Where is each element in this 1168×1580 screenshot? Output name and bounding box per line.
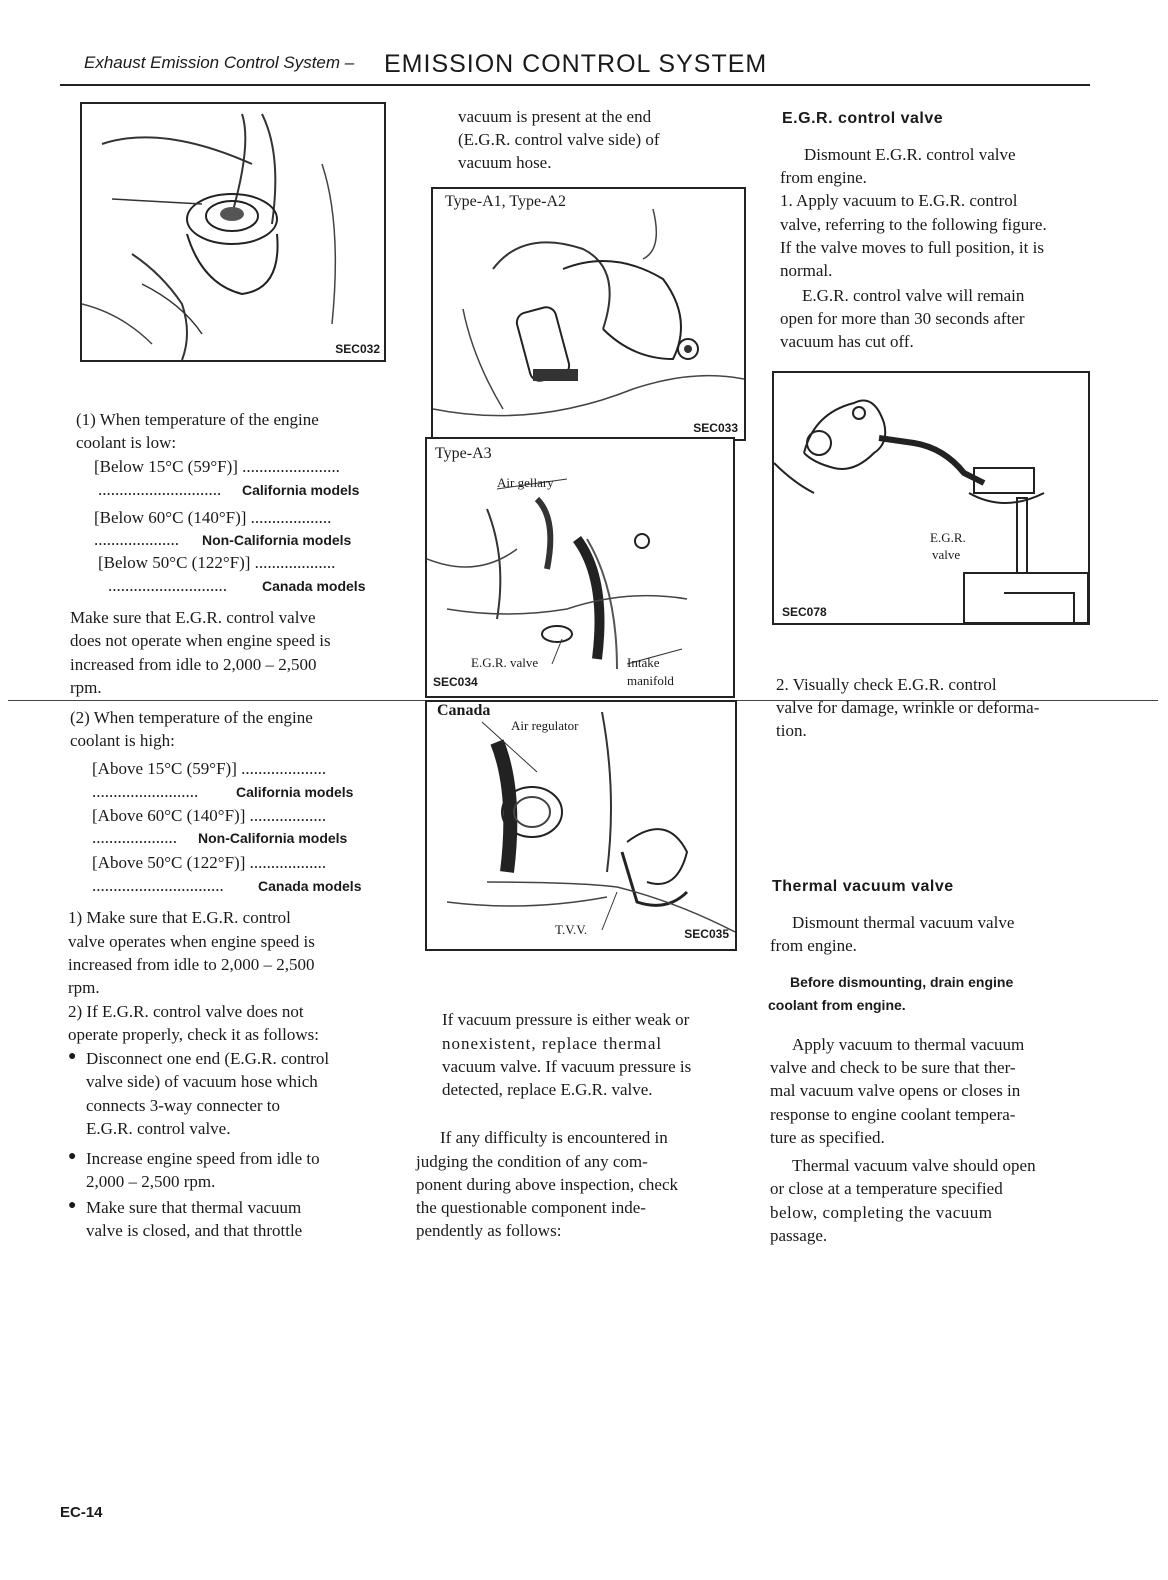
label-egr-valve: E.G.R. valve (471, 655, 539, 670)
tvv-para1-3: mal vacuum valve opens or closes in (770, 1081, 1021, 1100)
cond1-model-1: California models (242, 482, 360, 498)
egr-step1-2: valve, referring to the following figure. (780, 215, 1047, 234)
col2-para1-line-2: nonexistent, replace thermal (442, 1034, 663, 1053)
tvv-para2-3: below, completing the vacuum (770, 1203, 993, 1222)
step1-line-1: 1) Make sure that E.G.R. control (68, 908, 291, 927)
cond1-check-3: increased from idle to 2,000 – 2,500 (70, 655, 317, 674)
cond2-model-2: Non-California models (198, 830, 348, 846)
step2-line-2: operate properly, check it as follows: (68, 1025, 319, 1044)
cond1-dots-3: ............................ (108, 576, 227, 595)
figure-sec035 (425, 700, 737, 951)
cond1-temp-2: [Below 60°C (140°F)] ................... (94, 508, 332, 527)
cond2-model-3: Canada models (258, 878, 362, 894)
cond1-temp-3: [Below 50°C (122°F)] ................... (98, 553, 336, 572)
cond2-temp-2: [Above 60°C (140°F)] .................. (92, 806, 327, 825)
label-valve: valve (932, 547, 961, 562)
egr-step1-3: If the valve moves to full position, it is (780, 238, 1044, 257)
cond1-check-4: rpm. (70, 678, 102, 697)
egr-step2-2: valve for damage, wrinkle or deforma- (776, 698, 1040, 717)
egr-step1b-1: E.G.R. control valve will remain (802, 286, 1025, 305)
col2-para2-line-4: the questionable component inde- (416, 1198, 646, 1217)
egr-step1b-3: vacuum has cut off. (780, 332, 914, 351)
figure-type-label: Type-A3 (435, 445, 492, 462)
section-label: Exhaust Emission Control System – (84, 53, 355, 72)
col2-para2-line-5: pendently as follows: (416, 1221, 562, 1240)
step1-line-4: rpm. (68, 978, 100, 997)
cond2-dots-1: ......................... (92, 782, 199, 801)
figure-type-label: Canada (437, 702, 491, 719)
figure-code: SEC034 (433, 675, 478, 689)
label-air-regulator: Air regulator (511, 718, 579, 733)
hose-hand-illustration (433, 189, 744, 439)
bullet-3-line-1: Make sure that thermal vacuum (86, 1198, 302, 1217)
egr-valve-hand-illustration (82, 104, 384, 360)
egr-intro-1: Dismount E.G.R. control valve (804, 145, 1016, 164)
figure-code: SEC078 (782, 605, 827, 619)
bullet-dot: ● (68, 1049, 77, 1064)
step2-line-1: 2) If E.G.R. control valve does not (68, 1002, 304, 1021)
figure-type-label: Type-A1, Type-A2 (445, 193, 566, 210)
tvv-heading: Thermal vacuum valve (772, 878, 954, 895)
label-air-gallery: Air gellary (497, 475, 554, 490)
header-rule (60, 84, 1090, 86)
bullet-dot: ● (68, 1198, 77, 1213)
bullet-2-line-2: 2,000 – 2,500 rpm. (86, 1172, 216, 1191)
tvv-note-1: Before dismounting, drain engine (790, 974, 1014, 990)
tvv-para1-4: response to engine coolant tempera- (770, 1105, 1016, 1124)
cond1-line-2: coolant is low: (76, 433, 177, 452)
col2-para1-line-4: detected, replace E.G.R. valve. (442, 1080, 653, 1099)
col2-para2-line-1: If any difficulty is encountered in (440, 1128, 668, 1147)
egr-step1b-2: open for more than 30 seconds after (780, 309, 1025, 328)
tvv-para2-2: or close at a temperature specified (770, 1179, 1003, 1198)
cond2-dots-3: ............................... (92, 876, 224, 895)
bullet-1-line-4: E.G.R. control valve. (86, 1119, 231, 1138)
bullet-3-line-2: valve is closed, and that throttle (86, 1221, 303, 1240)
cond1-check-1: Make sure that E.G.R. control valve (70, 608, 316, 627)
step1-line-2: valve operates when engine speed is (68, 932, 315, 951)
egr-step1-4: normal. (780, 261, 833, 280)
tvv-intro-2: from engine. (770, 936, 857, 955)
egr-step1-1: 1. Apply vacuum to E.G.R. control (780, 191, 1018, 210)
bullet-1-line-3: connects 3-way connecter to (86, 1096, 280, 1115)
cond1-model-3: Canada models (262, 578, 366, 594)
cond1-temp-1: [Below 15°C (59°F)] ....................... (94, 457, 340, 476)
tvv-para1-2: valve and check to be sure that ther- (770, 1058, 1016, 1077)
bullet-2-line-1: Increase engine speed from idle to (86, 1149, 320, 1168)
egr-step2-3: tion. (776, 721, 807, 740)
cond1-model-2: Non-California models (202, 532, 352, 548)
label-intake: Intake (627, 655, 660, 670)
figure-code: SEC033 (693, 421, 738, 435)
step1-line-3: increased from idle to 2,000 – 2,500 (68, 955, 315, 974)
col2-para2-line-3: ponent during above inspection, check (416, 1175, 679, 1194)
vacuum-mouth-egr-illustration (774, 373, 1088, 623)
col2-para1-line-3: vacuum valve. If vacuum pressure is (442, 1057, 692, 1076)
egr-intro-2: from engine. (780, 168, 867, 187)
figure-sec032 (80, 102, 386, 362)
tvv-intro-1: Dismount thermal vacuum valve (792, 913, 1015, 932)
figure-sec034 (425, 437, 735, 698)
cond1-check-2: does not operate when engine speed is (70, 631, 331, 650)
egr-step2-1: 2. Visually check E.G.R. control (776, 675, 997, 694)
cond2-line-1: (2) When temperature of the engine (70, 708, 313, 727)
cond1-line-1: (1) When temperature of the engine (76, 410, 319, 429)
col2-para1-line-1: If vacuum pressure is either weak or (442, 1010, 690, 1029)
egr-heading: E.G.R. control valve (782, 110, 944, 127)
label-manifold: manifold (627, 673, 674, 688)
figure-code: SEC032 (335, 342, 380, 356)
col2-top-1: vacuum is present at the end (458, 107, 652, 126)
page-number: EC-14 (60, 1504, 103, 1521)
cond1-dots-2: .................... (94, 530, 179, 549)
tvv-para1-5: ture as specified. (770, 1128, 885, 1147)
figure-sec078 (772, 371, 1090, 625)
canada-tvv-illustration (427, 702, 735, 949)
bullet-1-line-1: Disconnect one end (E.G.R. control (86, 1049, 330, 1068)
tvv-note-2: coolant from engine. (768, 997, 906, 1013)
col2-top-3: vacuum hose. (458, 153, 552, 172)
bullet-dot: ● (68, 1149, 77, 1164)
bullet-1-line-2: valve side) of vacuum hose which (86, 1072, 318, 1091)
col2-top-2: (E.G.R. control valve side) of (458, 130, 660, 149)
label-egr: E.G.R. (930, 530, 966, 545)
col2-para2-line-2: judging the condition of any com- (416, 1152, 648, 1171)
cond1-dots-1: ............................. (98, 480, 222, 499)
cond2-dots-2: .................... (92, 828, 177, 847)
cond2-temp-3: [Above 50°C (122°F)] .................. (92, 853, 327, 872)
label-tvv: T.V.V. (555, 922, 588, 937)
tvv-para2-4: passage. (770, 1226, 828, 1245)
cond2-line-2: coolant is high: (70, 731, 175, 750)
figure-code: SEC035 (684, 927, 729, 941)
tvv-para1-1: Apply vacuum to thermal vacuum (792, 1035, 1025, 1054)
tvv-para2-1: Thermal vacuum valve should open (792, 1156, 1036, 1175)
cond2-model-1: California models (236, 784, 354, 800)
cond2-temp-1: [Above 15°C (59°F)] .................... (92, 759, 327, 778)
page-title: EMISSION CONTROL SYSTEM (384, 50, 768, 78)
figure-sec033 (431, 187, 746, 441)
